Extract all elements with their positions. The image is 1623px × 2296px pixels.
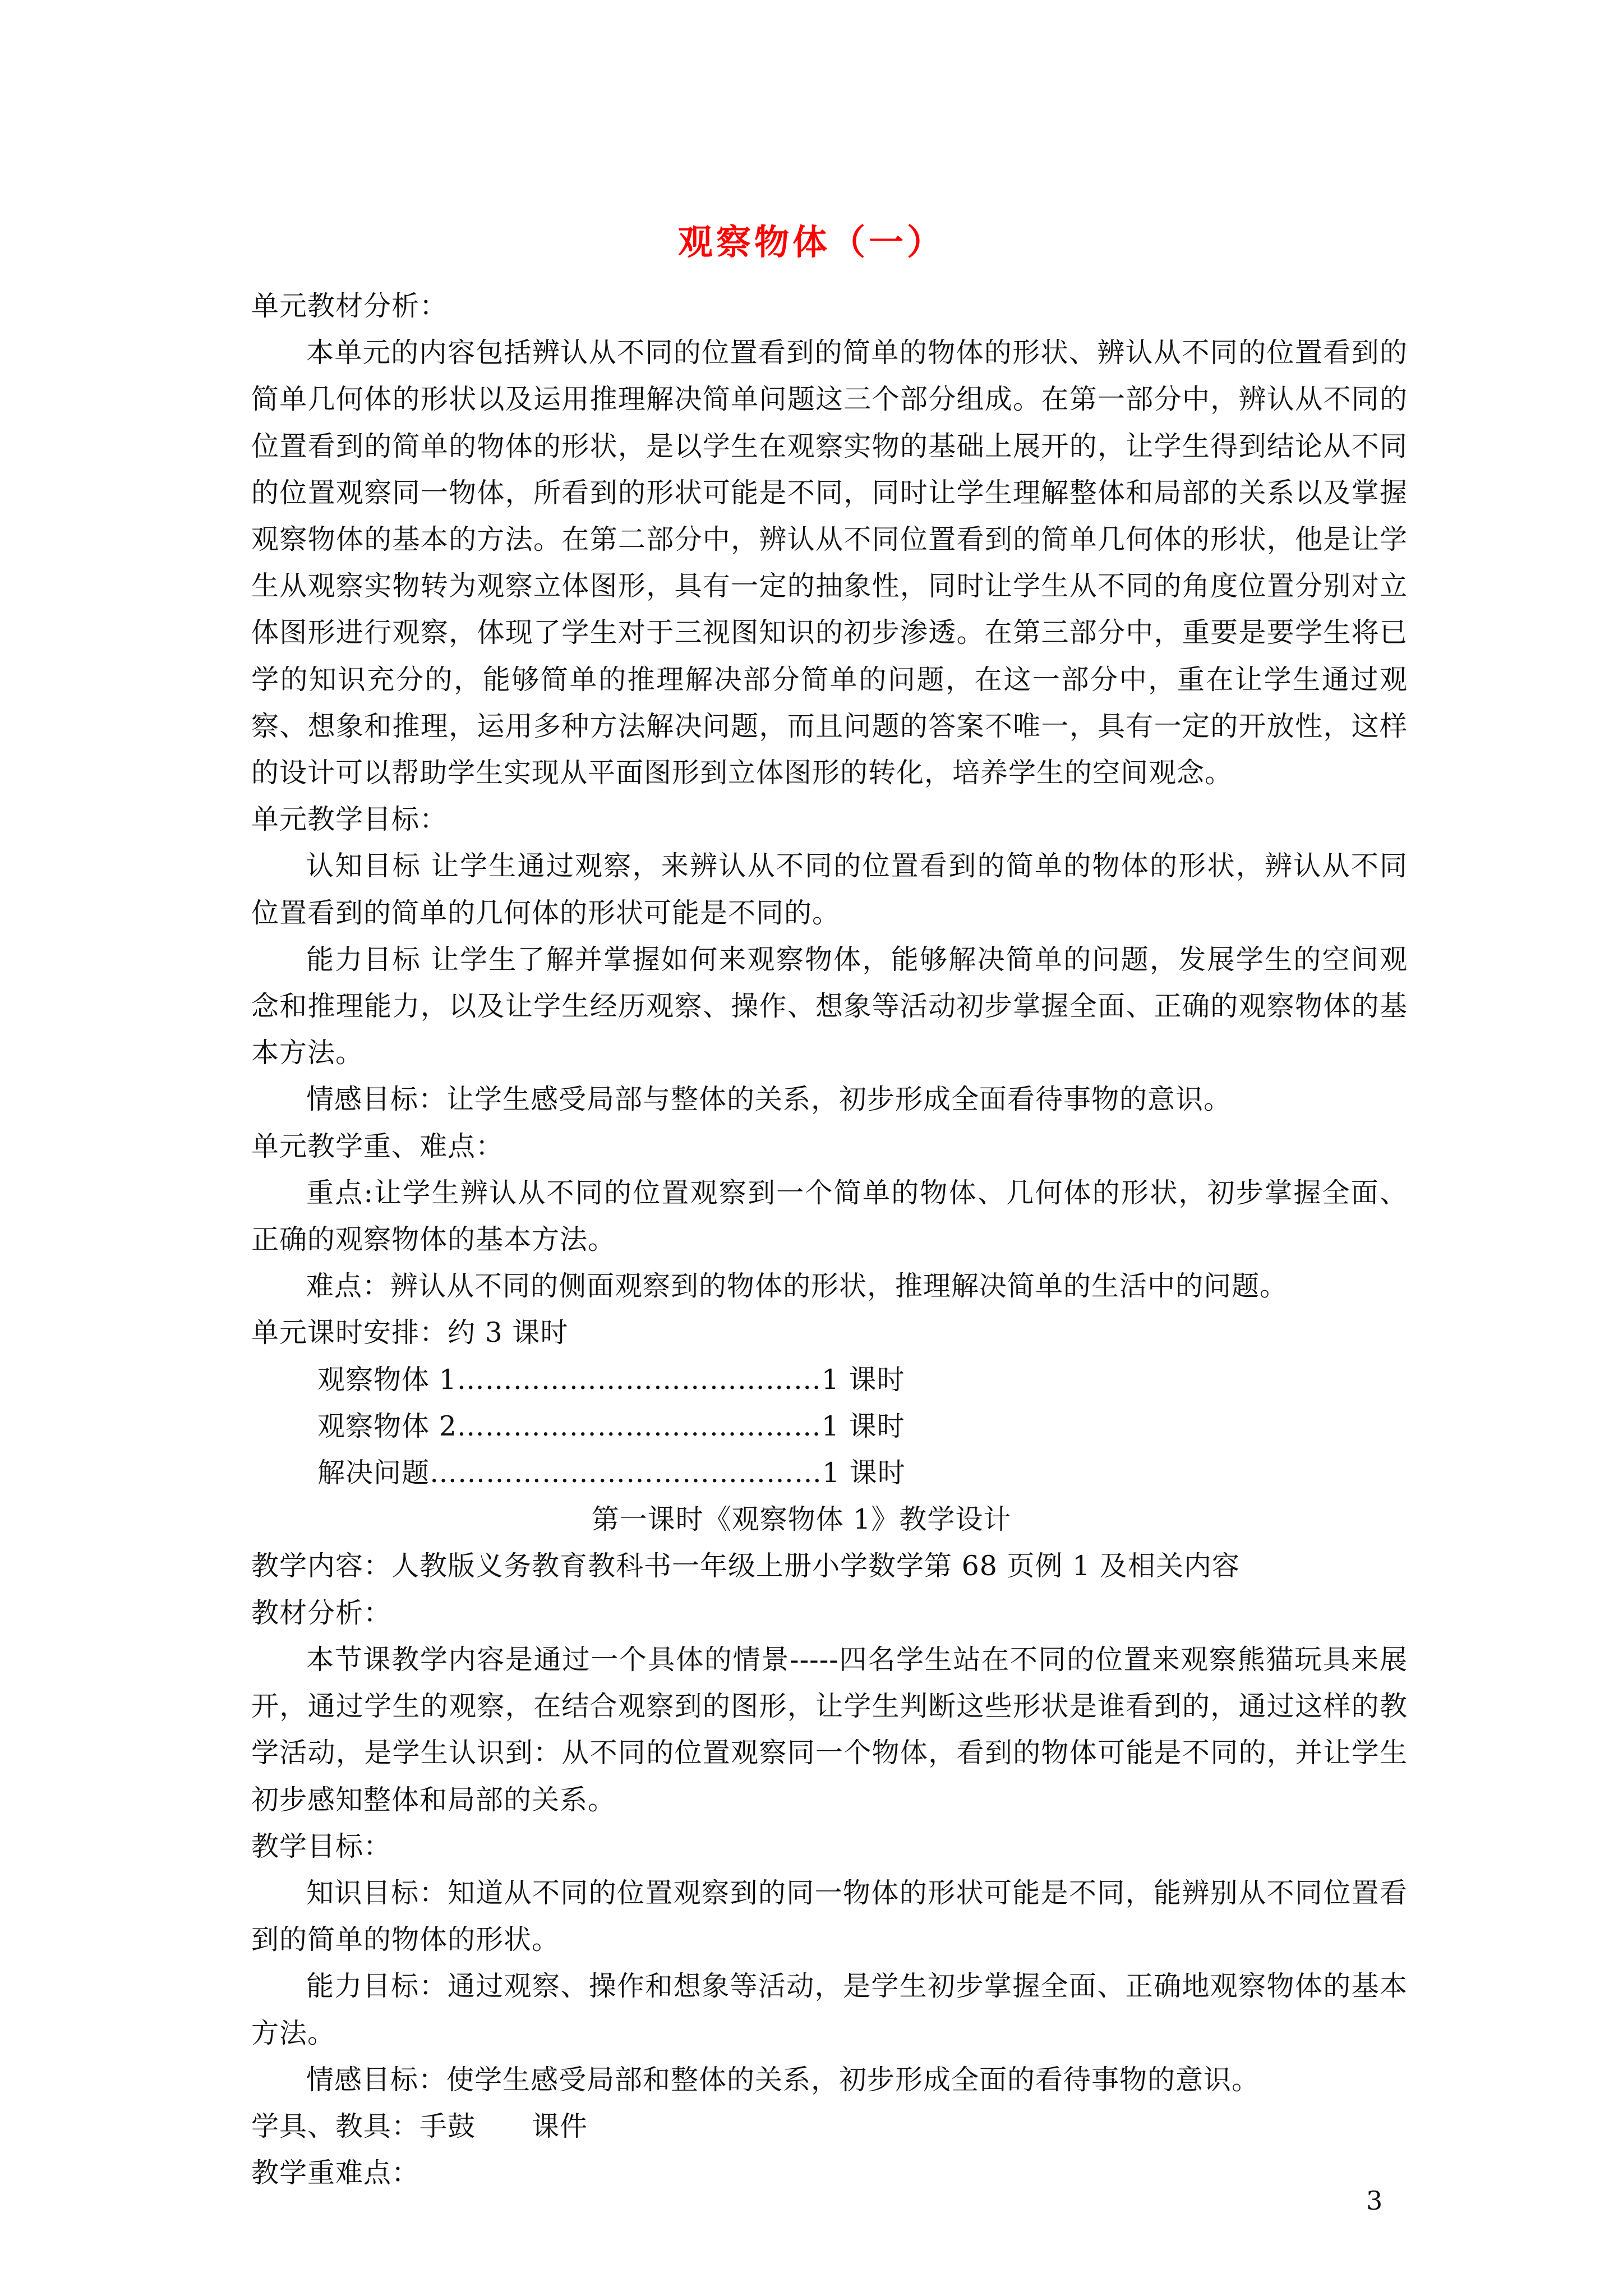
page-number: 3 — [1366, 2185, 1383, 2216]
document-title: 观察物体（一） — [677, 222, 945, 263]
schedule-item: 解决问题……………………………………1 课时 — [317, 1457, 906, 1489]
lesson-heading: 第一课时《观察物体 1》教学设计 — [591, 1503, 1012, 1536]
paragraph: 能力目标：通过观察、操作和想象等活动，是学生初步掌握全面、正确地观察物体的基本方法。 — [251, 1970, 1408, 2049]
paragraph: 难点：辨认从不同的侧面观察到的物体的形状，推理解决简单的生活中的问题。 — [306, 1270, 1288, 1303]
section-heading: 单元课时安排：约 3 课时 — [251, 1317, 569, 1349]
paragraph: 本节课教学内容是通过一个具体的情景-----四名学生站在不同的位置来观察熊猫玩具来展开，通过学生的观察，在结合观察到的图形，让学生判断这些形状是谁看到的，通过这样的教学活动，是学生认识到：从不同的位置观察同一个物体，看到的物体可能是不同的，并让学生初步感知整体和局部的关系。 — [251, 1643, 1408, 1816]
section-heading: 单元教学目标： — [251, 803, 448, 836]
section-heading: 单元教材分析： — [251, 290, 448, 322]
paragraph: 重点:让学生辨认从不同的位置观察到一个简单的物体、几何体的形状，初步掌握全面、正确的观察物体的基本方法。 — [251, 1176, 1408, 1256]
section-heading: 教学重难点： — [251, 2157, 420, 2189]
section-heading: 教材分析： — [251, 1596, 392, 1629]
paragraph: 本单元的内容包括辨认从不同的位置看到的简单的物体的形状、辨认从不同的位置看到的简单几何体的形状以及运用推理解决简单问题这三个部分组成。在第一部分中，辨认从不同的位置看到的简单的物体的形状，是以学生在观察实物的基础上展开的，让学生得到结论从不同的位置观察同一物体，所看到的形状可能是不同，同时让学生理解整体和局部的关系以及掌握观察物体的基本的方法。在第二部分中，辨认从不同位置看到的简单几何体的形状，他是让学生从观察实物转为观察立体图形，具有一定的抽象性，同时让学生从不同的角度位置分别对立体图形进行观察，体现了学生对于三视图知识的初步渗透。在第三部分中，重要是要学生将已学的知识充分的，能够简单的推理解决部分简单的问题，在这一部分中，重在让学生通过观察、想象和推理，运用多种方法解决问题，而且问题的答案不唯一，具有一定的开放性，这样的设计可以帮助学生实现从平面图形到立体图形的转化，培养学生的空间观念。 — [251, 337, 1408, 789]
paragraph: 认知目标 让学生通过观察，来辨认从不同的位置看到的简单的物体的形状，辨认从不同位置看到的简单的几何体的形状可能是不同的。 — [251, 850, 1408, 929]
paragraph: 情感目标：让学生感受局部与整体的关系，初步形成全面看待事物的意识。 — [306, 1083, 1232, 1116]
document-body — [251, 283, 1408, 2196]
paragraph: 教学内容：人教版义务教育教科书一年级上册小学数学第 68 页例 1 及相关内容 — [251, 1550, 1240, 1582]
section-heading: 单元教学重、难点： — [251, 1130, 504, 1162]
schedule-item: 观察物体 1…………………………………1 课时 — [317, 1363, 905, 1396]
paragraph: 知识目标：知道从不同的位置观察到的同一物体的形状可能是不同，能辨别从不同位置看到的简单的物体的形状。 — [251, 1876, 1408, 1956]
schedule-item: 观察物体 2…………………………………1 课时 — [317, 1410, 905, 1442]
paragraph: 情感目标：使学生感受局部和整体的关系，初步形成全面的看待事物的意识。 — [306, 2063, 1260, 2096]
paragraph: 能力目标 让学生了解并掌握如何来观察物体，能够解决简单的问题，发展学生的空间观念和推理能力，以及让学生经历观察、操作、想象等活动初步掌握全面、正确的观察物体的基本方法。 — [251, 943, 1408, 1069]
paragraph: 学具、教具：手鼓 课件 — [251, 2110, 588, 2142]
section-heading: 教学目标： — [251, 1830, 392, 1862]
